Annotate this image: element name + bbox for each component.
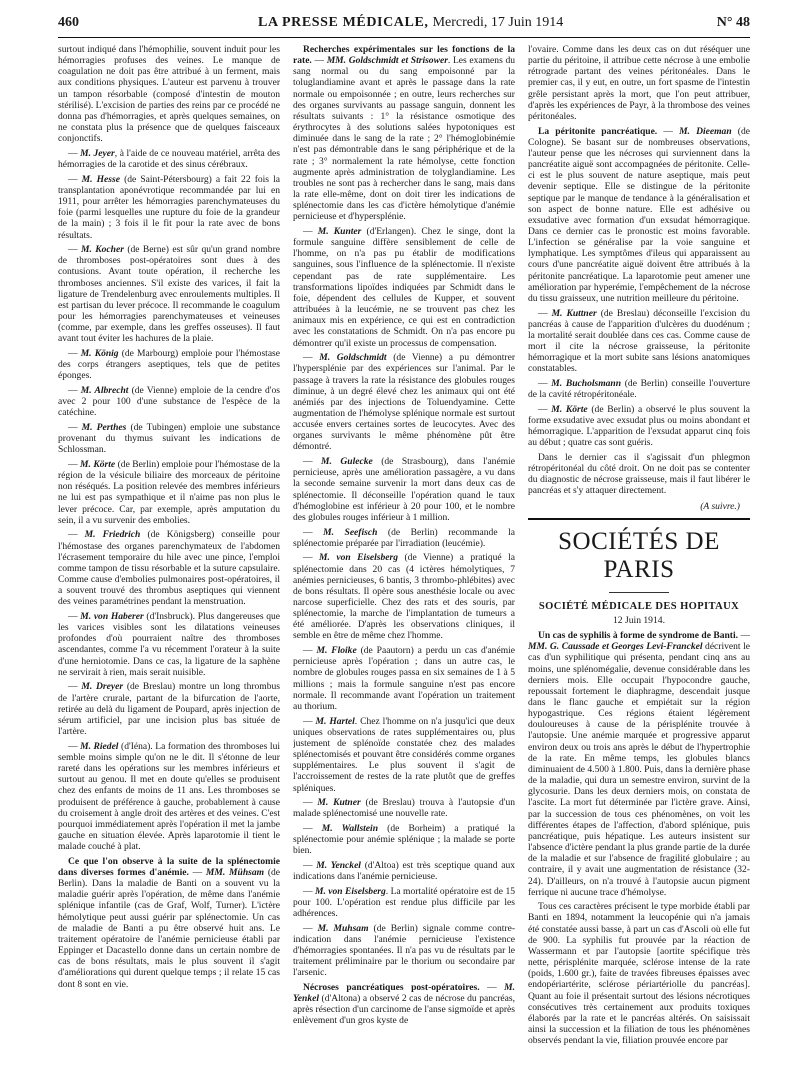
speaker-name: MM. Mühsam	[205, 866, 265, 878]
speaker-name: M. Kuttner	[551, 307, 597, 319]
speaker-name: M. Perthes	[81, 422, 127, 433]
paragraph: — M. Albrecht (de Vienne) emploie de la cendre d'os avec 2 pour 100 d'une substance de l'espèce de la catéchine.	[58, 385, 280, 419]
paragraph-text: (de Marbourg) emploie pour l'hémostase des corps étrangers aseptiques, tels que de petites éponges.	[58, 348, 280, 382]
paragraph-text: Dans le dernier cas il s'agissait d'un phlegmon rétropéritonéal du côté droit. On ne doit pas se contenter du diagnostic de nécrose graisseuse, mais il faut libérer le pancréas et s'y attaquer directement.	[528, 451, 750, 497]
paragraph-text: (de Vienne) a pu démontrer l'hypersplénie par des expériences sur l'animal. Par le passage à travers la rate la résistance des globules rouges diminue, à un degré élevé chez les animaux qui ont été anémiés par des injections de Toluendyamine. Cette augmentation de l'hémolyse splénique normale est surtout accusée envers certaines sortes de leucocytes. Avec des organes survivants le même phénomène pût être démontré.	[293, 352, 515, 453]
page-number: 460	[58, 15, 79, 30]
paragraph: — M. Floike (de Paautorn) a perdu un cas d'anémie pernicieuse après l'opération ; dans un autre cas, le nombre de globules rouges passa en six semaines de 1 à 5 millions ; mais la formule sanguine n'est pas encore normale. Il recommande avant l'opération un traitement au thorium.	[293, 645, 515, 712]
paragraph-text: (de Vienne) emploie de la cendre d'os avec 2 pour 100 d'une substance de l'espèce de la catéchine.	[58, 385, 280, 419]
speaker-name: M. Bucholsmann	[551, 378, 622, 390]
paragraph-text: (de Berlin). Dans la maladie de Banti on a souvent vu la maladie guérir après l'opération, de même dans l'anémie splénique infantile (cas de Graf, Wolf, Turner). L'ictère hémolytique peut aussi guérir par splénectomie. Un cas de maladie de Banti a pu être observé huit ans. Le traitement opératoire de l'anémie pernicieuse établi par Eppinger et Dacastello donne dans un certain nombre de cas de bons résultats, mais le plus souvent il s'agit d'améliorations qui durent quelque temps ; il relate 15 cas dont 8 sont en vie.	[58, 866, 280, 990]
paragraph: — M. Perthes (de Tubingen) emploie une substance provenant du thymus suivant les indications de Schlossman.	[58, 422, 280, 456]
paragraph: — M. Seefisch (de Berlin) recommande la splénectomie préparée par l'irradiation (leucémie).	[293, 526, 515, 549]
paragraph-text: , à l'aide de ce nouveau matériel, arrêta des hémorragies de la carotide et des sinus cérébraux.	[58, 147, 280, 171]
speaker-name: M. Wallstein	[321, 822, 379, 834]
paragraph: — M. Kutner (de Breslau) trouva à l'autopsie d'un malade splénectomisé une nouvelle rate.	[293, 797, 515, 820]
speaker-name: M. Seefisch	[323, 526, 378, 538]
paragraph-text: . Chez l'homme on n'a jusqu'ici que deux uniques observations de rates supplémentaires ou, plus justement de splénoïde constatée chez des malades splénectomisés et pouvant être considérés comme organes supplémentaires. Le plus souvent il s'agit de l'accroissement de restes de la rate plutôt que de greffes spléniques.	[293, 715, 515, 794]
speaker-name: M. Gulecke	[321, 456, 373, 468]
title-rule	[609, 592, 669, 593]
paragraph-text: Tous ces caractères précisent le type morbide établi par Banti en 1894, notamment la leucopénie qui n'a jamais été constatée aussi basse, à part un cas d'Ascoli où elle fut de 900. La syphilis fut prouvée par la réaction de Wassermann et par l'autopsie [aortite spécifique très nette, périsplénite marquée, sclérose intense de la rate (poids, 1.600 gr.), faite de travées fibreuses épaisses avec endopériartérite, sclérose périartériolle du pancréas]. Quant au foie il présentait surtout des lésions nécrotiques consécutives très certainement aux produits toxiques élaborés par la rate et le pancréas altérés. On saisissait ainsi la succession et la filiation de tous les phénomènes observés pendant la vie, filiation prouvée encore par	[528, 901, 750, 1047]
paragraph: — M. von Eiselsberg. La mortalité opératoire est de 15 pour 100. L'opération est rendue plus difficile par les adhérences.	[293, 885, 515, 920]
paragraph-heading: Ce que l'on observe à la suite de la splénectomie dans diverses formes d'anémie.	[58, 855, 280, 878]
column-left	[58, 44, 280, 1074]
paragraph	[528, 901, 750, 1046]
paragraph: — M. Hartel. Chez l'homme on n'a jusqu'ici que deux uniques observations de rates supplémentaires ou, plus justement de splénoïde constatée chez des malades splénectomisés et pouvant être considérés comme organes supplémentaires. Le plus souvent il s'agit de l'accroissement de restes de la rate plutôt que de greffes spléniques.	[293, 715, 515, 794]
paragraph-text: (de Berlin) signale comme contre-indication dans l'anémie pernicieuse l'existence d'hémorragies spontanées. Il n'a pas vu de résultats par le traitement préliminaire par le thorium ou secondaire par l'arsenic.	[293, 922, 515, 979]
speaker-name: M. Yenkel	[293, 982, 515, 1005]
column-right-top	[528, 44, 750, 497]
paragraph: Un cas de syphilis à forme de syndrome de Banti. — MM. G. Caussade et Georges Levi-Franckel décrivent le cas d'un syphilitique qui présenta, pendant cinq ans au moins, une splénomégalie, devenue considérable dans les derniers mois. Elle occupait l'hypocondre gauche, repoussait fortement le diaphragme, descendait jusque dans le flanc gauche et empiétait sur la région hypogastrique. Ces régions étaient légèrement douloureuses à cause de la périsplénite trouvée à l'autopsie. Une anémie marquée et progressive apparut environ deux ou trois ans après le début de l'hypertrophie de la rate. En même temps, les globules blancs diminuaient de 4.500 à 1.800. Puis, dans la dernière phase de la maladie, qui dura un semestre environ, survint de la glycosurie. Dans les deux derniers mois, on constata de l'ascite. La mort fut déterminée par l'ictère grave. Ainsi, par la succession de tous ces phénomènes, on voit les différentes étapes de l'affection, d'abord splénique, puis pancréatique, puis hépatique. Les auteurs insistent sur l'absence d'ictère pendant la plus grande partie de la durée de la maladie et sur l'absence de fragilité globulaire ; au contraire, il y avait une augmentation de résistance (32-24). D'ailleurs, on n'a trouvé à l'autopsie aucun pigment ferrique ni aucune trace d'hémolyse.	[528, 630, 750, 898]
paragraph-text: (de Breslau) trouva à l'autopsie d'un malade splénectomisé une nouvelle rate.	[293, 797, 515, 820]
speaker-name: MM. Goldschmidt et Strisower	[326, 55, 448, 67]
paragraph-heading: Un cas de syphilis à forme de syndrome de Banti.	[538, 630, 739, 642]
paragraph-text: (d'Erlangen). Chez le singe, dont la formule sanguine diffère sensiblement de celle de l'homme, on n'a pas pu établir de modifications sanguines, sous l'influence de la splénectomie. Il n'existe cependant pas de rate supplémentaire. Les transformations lipoïdes indiquées par Schmidt dans le foie, dépendent des cellules de Kupper, et souvent attribuées à la leucémie, ne se trouvent pas chez les animaux mis en expérience, ce qui est en contradiction avec les constatations de Schmidt. On n'a pas encore pu démontrer qu'il existe un processus de compensation.	[293, 226, 515, 349]
paragraph-heading: La péritonite pancréatique.	[538, 125, 658, 137]
paragraph-text: (d'Altona) a observé 2 cas de nécrose du pancréas, après résection d'un carcinome de l'anse sigmoïde et après enlèvement d'un gros kyste de	[293, 993, 515, 1027]
paragraph-text: (d'Iéna). La formation des thromboses lui semble moins simple qu'on ne le dit. Il s'étonne de leur rareté dans les opérations sur les membres inférieurs et surtout au genou. Il met en doute qu'elles se produisent chez des enfants de moins de 11 ans. Les thromboses se produisent de préférence à gauche, probablement à cause du croisement à angle droit des artères et des veines. C'est pourquoi immédiatement après l'opération il met la jambe gauche en situation élevée. Après laparotomie il tient le malade couché à plat.	[58, 740, 280, 853]
speaker-name: M. Dreyer	[81, 681, 124, 693]
paragraph: — M. Wallstein (de Borheim) a pratiqué la splénectomie pour anémie splénique ; la malade se porte bien.	[293, 822, 515, 857]
column-middle	[293, 44, 515, 1074]
paragraph	[528, 452, 750, 497]
paragraph-text: (de Cologne). Se basant sur de nombreuses observations, l'auteur pense que les nécroses qui surviennent dans la pancréatite aiguë sont accompagnées de péritonite. Celle-ci est le plus souvent de nature aseptique, mais peut devenir septique. Elle se distingue de la péritonite septique par le manque de tendance à la généralisation et son aspect de bonne nature. Elle est adhésive ou exsudative avec formation d'un exsudat hémorragique. Dans ce dernier cas le pronostic est moins favorable. L'infection se généralise par la voie sanguine et lymphatique. Les symptômes d'ileus qui apparaissent au cours d'une pancréatite aiguë doivent être attribués à la péritonite pancréatique. La laparotomie peut amener une amélioration par hyperémie, l'empêchement de la nécrose du tissu graisseux, une nutrition meilleure du péritoine.	[528, 125, 750, 304]
speaker-name: M. Albrecht	[80, 385, 129, 397]
article-columns	[58, 44, 750, 1074]
society-date: 12 Juin 1914.	[613, 614, 665, 626]
column-right	[528, 44, 750, 1074]
paragraph-heading: Recherches expérimentales sur les fonctions de la rate.	[293, 44, 515, 67]
paragraph	[528, 44, 750, 122]
paragraph: — M. von Eiselsberg (de Vienne) a pratiqué la splénectomie dans 20 cas (4 ictères hémolytiques, 7 anémies pernicieuses, 6 bantis, 3 thrombo-phlébites) avec de bons résultats. Il opère sous anesthésie locale ou avec narcose superficielle. Chez des rats et des souris, par splénectomie, la marche de l'implantation de tumeurs a été améliorée. D'après les observations cliniques, il semble en être de même chez l'homme.	[293, 552, 515, 642]
speaker-name: MM. G. Caussade et Georges Levi-Franckel	[528, 641, 703, 653]
paragraph: — M. Muhsam (de Berlin) signale comme contre-indication dans l'anémie pernicieuse l'existence d'hémorragies spontanées. Il n'a pas vu de résultats par le traitement préliminaire par le thorium ou secondaire par l'arsenic.	[293, 922, 515, 979]
paragraph	[58, 44, 280, 144]
issue-number: N° 48	[716, 15, 750, 30]
paragraph-text: . Les examens du sang normal ou du sang empoisonné par la toluglandiamine avant et après le passage dans la rate normale ou empoisonnée ; en outre, leurs recherches sur des organes survivants au passage sanguin, donnent les résultats suivants : 1° la résistance osmotique des érythrocytes à des solutions salées hypotoniques est diminuée dans le sang de la rate ; 2° l'hémoglobinémie n'est pas démontrable dans le sang périphérique et de la rate ; 3° normalement la rate hémolyse, cette fonction augmente après administration de tolyglandiamine. Les troubles ne sont pas à rechercher dans le sang, mais dans la rate elle-même, dont on doit tirer les indications de splénectomie dans les cas d'ictère hémolytique d'anémie pernicieuse et d'hypersplénie.	[293, 55, 515, 223]
issue-date: Mercredi, 17 Juin 1914	[432, 15, 564, 30]
speaker-name: M. Kocher	[80, 244, 124, 256]
speaker-name: M. von Eiselsberg	[319, 552, 399, 564]
speaker-name: M. König	[80, 348, 119, 360]
speaker-name: M. von Eiselsberg	[314, 885, 386, 897]
society-title: SOCIÉTÉ MÉDICALE DES HOPITAUX	[538, 600, 740, 612]
paragraph: — M. Kocher (de Berne) est sûr qu'un grand nombre de thromboses post-opératoires sont dues à des contusions. Avant toute opération, il recherche les thromboses anciennes. S'il existe des varices, il fait la ligature de Trendelenburg avec enroulements multiples. Il est partisan du lever précoce. Il recommande le coagulum pour les hémorragies parenchymateuses et veineuses (comme, par exemple, dans les greffes osseuses). Il faut avant tout éviter les hachures de la plaie.	[58, 244, 280, 345]
paragraph-text: (de Borheim) a pratiqué la splénectomie pour anémie splénique ; la malade se porte bien.	[293, 822, 515, 857]
speaker-name: M. von Haberer	[80, 611, 144, 622]
paragraph: La péritonite pancréatique. — M. Dieeman (de Cologne). Se basant sur de nombreuses observations, l'auteur pense que les nécroses qui surviennent dans la pancréatite aiguë sont accompagnées de péritonite. Celle-ci est le plus souvent de nature aseptique, mais peut devenir septique. Elle se distingue de la péritonite septique par le manque de tendance à la généralisation et son aspect de bonne nature. Elle est adhésive ou exsudative avec formation d'un exsudat hémorragique. Dans ce dernier cas le pronostic est moins favorable. L'infection se généralise par la voie sanguine et lymphatique. Les symptômes d'ileus qui apparaissent au cours d'une pancréatite aiguë doivent être attribués à la péritonite pancréatique. La laparotomie peut amener une amélioration par hyperémie, l'empêchement de la nécrose du tissu graisseux, une nutrition meilleure du péritoine.	[528, 125, 750, 304]
to-be-continued: (A suivre.)	[700, 500, 740, 512]
journal-name: LA PRESSE MÉDICALE,	[258, 15, 429, 30]
paragraph-heading: Nécroses pancréatiques post-opératoires.	[303, 982, 480, 993]
paragraph: — M. Bucholsmann (de Berlin) conseille l'ouverture de la cavité rétropéritonéale.	[528, 378, 750, 401]
paragraph: Nécroses pancréatiques post-opératoires. — M. Yenkel (d'Altona) a observé 2 cas de nécrose du pancréas, après résection d'un carcinome de l'anse sigmoïde et après enlèvement d'un gros kyste de	[293, 982, 515, 1027]
paragraph: — M. Körte (de Berlin) a observé le plus souvent la forme exsudative avec exsudat plus ou moins abondant et hémorragique. L'apparition de l'exsudat apparut cinq fois au début ; quatre cas sont guéris.	[528, 403, 750, 449]
journal-title	[258, 15, 618, 31]
speaker-name: M. Yenckel	[316, 859, 361, 871]
speaker-name: M. Körte	[80, 458, 116, 470]
column-right-bottom	[528, 630, 750, 1046]
paragraph-text: (d'Altoa) est très sceptique quand aux indications dans l'anémie pernicieuse.	[293, 859, 515, 883]
paragraph: — M. Friedrich (de Königsberg) conseille pour l'hémostase des organes parenchymateux de l'abdomen l'écrasement temporaire du hile avec une pince, l'emploi comme tampon de tissu résorbable et la suture capsulaire. Comme cause d'embolies pulmonaires post-opératoires, il a souvent trouvé des thrombus aseptiques qui viennent des veines paramétrines pendant la menstruation.	[58, 529, 280, 608]
paragraph-text: (de Berlin) a observé le plus souvent la forme exsudative avec exsudat plus ou moins abondant et hémorragique. L'apparition de l'exsudat apparut cinq fois au début ; quatre cas sont guéris.	[528, 403, 750, 449]
paragraph-text: (de Berlin) conseille l'ouverture de la cavité rétropéritonéale.	[528, 378, 750, 401]
paragraph-text: (de Paautorn) a perdu un cas d'anémie pernicieuse après l'opération ; dans un autre cas, le nombre de globules rouges passa en six semaines de 1 à 5 millions ; mais la formule sanguine n'est pas encore normale. Il recommande avant l'opération un traitement au thorium.	[293, 645, 515, 712]
paragraph-text: l'ovaire. Comme dans les deux cas on dut réséquer une partie du péritoine, il attribue cette nécrose à une embolie rétrograde partant des veines péritonéales. Dans le premier cas, il y eut, en outre, un fort spasme de l'intestin grêle persistant après la mort, que l'on peut attribuer, d'après les expériences de Payr, à la thrombose des veines péritonéales.	[528, 44, 750, 122]
speaker-name: M. Kutner	[317, 797, 361, 809]
speaker-name: M. Hartel	[315, 715, 355, 727]
paragraph: Recherches expérimentales sur les fonctions de la rate. — MM. Goldschmidt et Strisower. Les examens du sang normal ou du sang empoisonné par la toluglandiamine avant et après le passage dans la rate normale ou empoisonnée ; en outre, leurs recherches sur des organes survivants au passage sanguin, donnent les résultats suivants : 1° la résistance osmotique des érythrocytes à des solutions salées hypotoniques est diminuée dans le sang de la rate ; 2° l'hémoglobinémie n'est pas démontrable dans le sang périphérique et de la rate ; 3° normalement la rate hémolyse, cette fonction augmente après administration de tolyglandiamine. Les troubles ne sont pas à rechercher dans le sang, mais dans la rate elle-même, dont on doit tirer les indications de splénectomie dans les cas d'ictère hémolytique d'anémie pernicieuse et d'hypersplénie.	[293, 44, 515, 223]
speaker-name: M. Floike	[316, 645, 357, 657]
speaker-name: M. Muhsam	[317, 922, 369, 934]
paragraph: — M. Dreyer (de Breslau) montre un long thrombus de l'artère crurale, partant de la bifurcation de l'aorte, retirée au delà du ligament de Poupard, après injection de sérum artificiel, par une incision plus bas située de l'artère.	[58, 681, 280, 738]
paragraph: — M. Körte (de Berlin) emploie pour l'hémostase de la région de la vésicule biliaire des morceaux de péritoine non réséqués. La position relevée des membres inférieurs ne lui est pas sympathique et il n'aime pas non plus le lever précoce. Car, par exemple, après amputation du sein, il a vu survenir des embolies.	[58, 458, 280, 526]
speaker-name: M. Riedel	[80, 740, 119, 752]
paragraph-text: (de Saint-Pétersbourg) a fait 22 fois la transplantation aponévrotique recommandée par lui en 1911, pour arrêter les hémorragies parenchymateuses du foie (parmi lesquelles une rupture du foie de la grandeur de la main) ; 3 fois il le fit pour la rate avec de bons résultats.	[58, 173, 280, 241]
paragraph: — M. Goldschmidt (de Vienne) a pu démontrer l'hypersplénie par des expériences sur l'animal. Par le passage à travers la rate la résistance des globules rouges diminue, à un degré élevé chez les animaux qui ont été anémiés par des injections de Toluendyamine. Cette augmentation de l'hémolyse splénique normale est surtout accusée envers certaines sortes de leucocytes. Avec des organes survivants le même phénomène pût être démontré.	[293, 352, 515, 453]
speaker-name: M. Friedrich	[84, 529, 141, 541]
paragraph-text: (de Königsberg) conseille pour l'hémostase des organes parenchymateux de l'abdomen l'écrasement temporaire du hile avec une pince, l'emploi comme tampon de tissu résorbable et la suture capsulaire. Comme cause d'embolies pulmonaires post-opératoires, il a souvent trouvé des thrombus aseptiques qui viennent des veines paramétrines pendant la menstruation.	[58, 529, 280, 608]
paragraph: — M. Hesse (de Saint-Pétersbourg) a fait 22 fois la transplantation aponévrotique recommandée par lui en 1911, pour arrêter les hémorragies parenchymateuses du foie (parmi lesquelles une rupture du foie de la grandeur de la main) ; 3 fois il le fit pour la rate avec de bons résultats.	[58, 173, 280, 241]
speaker-name: M. Jeyer	[80, 147, 115, 159]
speaker-name: M. Hesse	[81, 173, 120, 185]
paragraph-text: (de Tubingen) emploie une substance provenant du thymus suivant les indications de Schlossman.	[58, 422, 280, 456]
page-header	[58, 15, 750, 38]
speaker-name: M. Kunter	[317, 226, 362, 237]
paragraph: — M. Jeyer, à l'aide de ce nouveau matériel, arrêta des hémorragies de la carotide et des sinus cérébraux.	[58, 147, 280, 171]
paragraph: — M. Kunter (d'Erlangen). Chez le singe, dont la formule sanguine diffère sensiblement de celle de l'homme, on n'a pas pu établir de modifications sanguines, sous l'influence de la splénectomie. Il n'existe cependant pas de rate supplémentaire. Les transformations lipoïdes indiquées par Schmidt dans le foie, dépendent des cellules de Kupper, et souvent attribuées à la leucémie, ne se trouvent pas chez les animaux mis en expérience, ce qui est en contradiction avec les constatations de Schmidt. On n'a pas encore pu démontrer qu'il existe un processus de compensation.	[293, 226, 515, 349]
paragraph: — M. von Haberer (d'Insbruck). Plus dangereuses que les varices visibles sont les dilatations veineuses profondes d'où pourraient naître des thromboses ascendantes, comme l'a vu récemment l'orateur à la suite d'une herniotomie. Dans ce cas, la ligature de la saphène ne servirait à rien, mais serait nuisible.	[58, 611, 280, 678]
paragraph-text: (de Berne) est sûr qu'un grand nombre de thromboses post-opératoires sont dues à des contusions. Avant toute opération, il recherche les thromboses anciennes. S'il existe des varices, il fait la ligature de Trendelenburg avec enroulements multiples. Il est partisan du lever précoce. Il recommande le coagulum pour les hémorragies parenchymateuses et veineuses (comme, par exemple, dans les greffes osseuses). Il faut avant tout éviter les hachures de la plaie.	[58, 244, 280, 345]
paragraph-text: (de Berlin) recommande la splénectomie préparée par l'irradiation (leucémie).	[293, 526, 515, 549]
section-divider	[528, 518, 750, 520]
paragraph: — M. Gulecke (de Strasbourg), dans l'anémie pernicieuse, après une amélioration passagère, a vu dans la seconde semaine survenir la mort dans deux cas de splénectomie. Il déconseille l'opération quand le taux d'hémoglobine est inférieur à 20 pour 100, et le nombre des globules rouges inférieur à 1 million.	[293, 456, 515, 523]
paragraph-text: (d'Insbruck). Plus dangereuses que les varices visibles sont les dilatations veineuses profondes d'où pourraient naître des thromboses ascendantes, comme l'a vu récemment l'orateur à la suite d'une herniotomie. Dans ce cas, la ligature de la saphène ne servirait à rien, mais serait nuisible.	[58, 611, 280, 678]
paragraph: — M. Kuttner (de Breslau) déconseille l'excision du pancréas à cause de l'apparition d'ulcères du duodénum ; la mortalité serait doublée dans ces cas. Comme cause de mort il cite la nécrose graisseuse, la péritonite hémorragique et la mort subite sans lésions anatomiques constatables.	[528, 307, 750, 375]
speaker-name: M. Körte	[551, 403, 588, 415]
paragraph-text: surtout indiqué dans l'hémophilie, souvent induit pour les hémorragies profuses des veines. Le manque de coagulation ne doit pas être attribué à un ferment, mais aux conditions physiques. L'auteur est parvenu à trouver un tampon résorbable (composé d'intestin de mouton stérilisé). L'excision de parties des reins par ce procédé ne donna pas d'hémorragies, et après quelques semaines, on ne constata plus la présence que de quelques faisceaux conjonctifs.	[58, 44, 280, 145]
paragraph-text: (de Breslau) déconseille l'excision du pancréas à cause de l'apparition d'ulcères du duodénum ; la mortalité serait doublée dans ces cas. Comme cause de mort il cite la nécrose graisseuse, la péritonite hémorragique et la mort subite sans lésions anatomiques constatables.	[528, 307, 750, 375]
section-title: SOCIÉTÉS DE PARIS	[558, 527, 720, 583]
paragraph-text: (de Berlin) emploie pour l'hémostase de la région de la vésicule biliaire des morceaux de péritoine non réséqués. La position relevée des membres inférieurs ne lui est pas sympathique et il n'aime pas non plus le lever précoce. Car, par exemple, après amputation du sein, il a vu survenir des embolies.	[58, 458, 280, 526]
paragraph-text: . La mortalité opératoire est de 15 pour 100. L'opération est rendue plus difficile par les adhérences.	[293, 885, 515, 920]
paragraph-text: (de Breslau) montre un long thrombus de l'artère crurale, partant de la bifurcation de l'aorte, retirée au delà du ligament de Poupard, après injection de sérum artificiel, par une incision plus bas située de l'artère.	[58, 681, 280, 738]
paragraph-text: (de Strasbourg), dans l'anémie pernicieuse, après une amélioration passagère, a vu dans la seconde semaine survenir la mort dans deux cas de splénectomie. Il déconseille l'opération quand le taux d'hémoglobine est inférieur à 20 pour 100, et le nombre des globules rouges inférieur à 1 million.	[293, 456, 515, 523]
paragraph: — M. Riedel (d'Iéna). La formation des thromboses lui semble moins simple qu'on ne le dit. Il s'étonne de leur rareté dans les opérations sur les membres inférieurs et surtout au genou. Il met en doute qu'elles se produisent chez des enfants de moins de 11 ans. Les thromboses se produisent de préférence à gauche, probablement à cause du croisement à angle droit des artères et des veines. C'est pourquoi immédiatement après l'opération il met la jambe gauche en situation élevée. Après laparotomie il tient le malade couché à plat.	[58, 740, 280, 853]
paragraph: Ce que l'on observe à la suite de la splénectomie dans diverses formes d'anémie. — MM. Mühsam (de Berlin). Dans la maladie de Banti on a souvent vu la maladie guérir après l'opération, de même dans l'anémie splénique infantile (cas de Graf, Wolf, Turner). L'ictère hémolytique peut aussi guérir par splénectomie. Un cas de maladie de Banti a pu être observé huit ans. Le traitement opératoire de l'anémie pernicieuse établi par Eppinger et Dacastello donne dans un certain nombre de cas de bons résultats, mais le plus souvent il s'agit d'améliorations qui durent quelque temps ; il relate 15 cas dont 8 sont en vie.	[58, 855, 280, 990]
paragraph-text: (de Vienne) a pratiqué la splénectomie dans 20 cas (4 ictères hémolytiques, 7 anémies pernicieuses, 6 bantis, 3 thrombo-phlébites) avec de bons résultats. Il opère sous anesthésie locale ou avec narcose superficielle. Chez des rats et des souris, par splénectomie, la marche de l'implantation de tumeurs a été améliorée. D'après les observations cliniques, il semble en être de même chez l'homme.	[293, 552, 515, 642]
paragraph: — M. Yenckel (d'Altoa) est très sceptique quand aux indications dans l'anémie pernicieuse.	[293, 859, 515, 883]
paragraph-text: décrivent le cas d'un syphilitique qui présenta, pendant cinq ans au moins, une splénomégalie, devenue considérable dans les derniers mois. Elle occupait l'hypocondre gauche, repoussait fortement le diaphragme, descendait jusque dans le flanc gauche et empiétait sur la région hypogastrique. Ces régions étaient légèrement douloureuses à cause de la périsplénite trouvée à l'autopsie. Une anémie marquée et progressive apparut environ deux ou trois ans après le début de l'hypertrophie de la rate. En même temps, les globules blancs diminuaient de 4.500 à 1.800. Puis, dans la dernière phase de la maladie, qui dura un semestre environ, survint de la glycosurie. Dans les deux derniers mois, on constata de l'ascite. La mort fut déterminée par l'ictère grave. Ainsi, par la succession de tous ces phénomènes, on voit les différentes étapes de l'affection, d'abord splénique, puis pancréatique, puis hépatique. Les auteurs insistent sur l'absence d'ictère pendant la plus grande partie de la durée de la maladie et sur l'absence de fragilité globulaire ; au contraire, il y avait une augmentation de résistance (32-24). D'ailleurs, on n'a trouvé à l'autopsie aucun pigment ferrique ni aucune trace d'hémolyse.	[528, 641, 750, 898]
paragraph: — M. König (de Marbourg) emploie pour l'hémostase des corps étrangers aseptiques, tels que de petites éponges.	[58, 348, 280, 382]
speaker-name: M. Goldschmidt	[319, 352, 387, 364]
speaker-name: M. Dieeman	[679, 125, 732, 137]
